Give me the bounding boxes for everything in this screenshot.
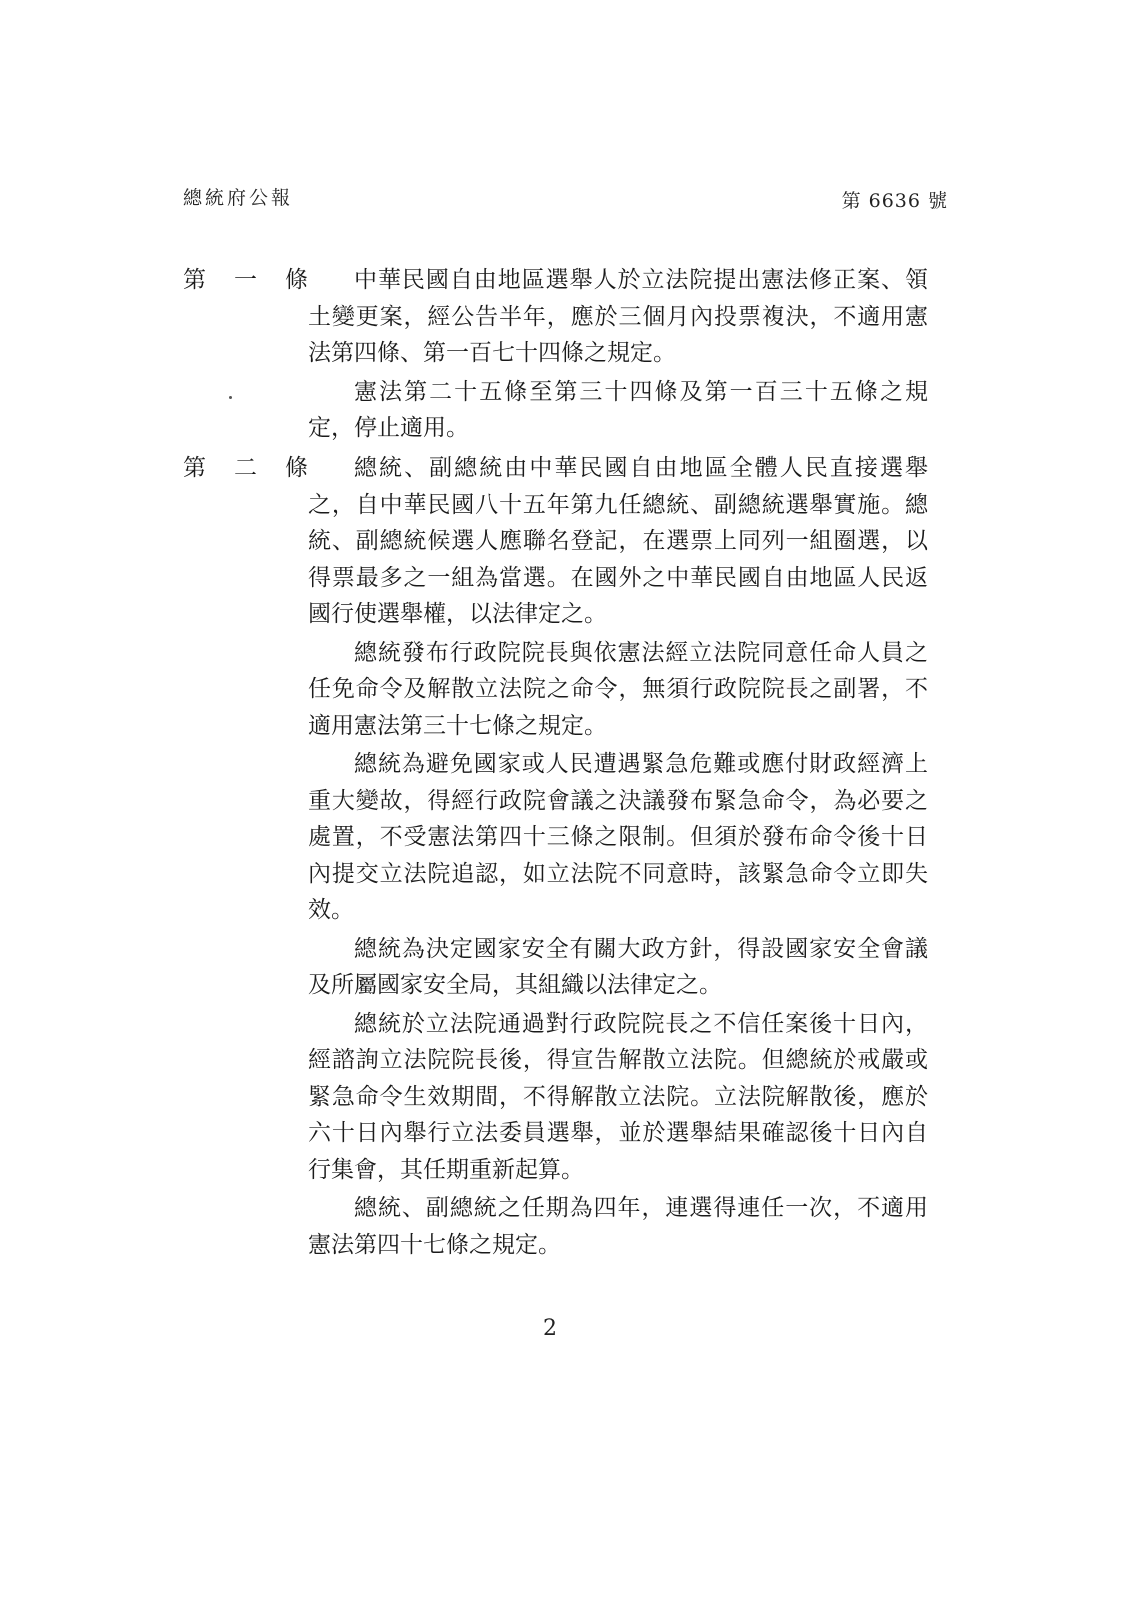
article-2-paragraph-5: 總統於立法院通過對行政院院長之不信任案後十日內，經諮詢立法院院長後，得宣告解散立法院。但總統於戒嚴或緊急命令生效期間，不得解散立法院。立法院解散後，應於六十日內舉行立法委員選舉，並於選舉結果確認後十日內自行集會，其任期重新起算。 [308, 1010, 928, 1183]
article-2-body [308, 450, 928, 1265]
article-2-label [183, 450, 308, 487]
article-1-label-part-2: 一 [234, 267, 257, 293]
article-2-label-part-2: 二 [234, 455, 257, 481]
header-issue-number: 第 6636 號 [841, 190, 948, 212]
header-publication: 總統府公報 [183, 187, 294, 209]
article-1-paragraph-1: 中華民國自由地區選舉人於立法院提出憲法修正案、領土變更案，經公告半年，應於三個月內投票複決，不適用憲法第四條、第一百七十四條之規定。 [308, 267, 928, 366]
article-1-label-part-1: 第 [183, 267, 206, 293]
scan-speck [229, 396, 232, 399]
article-1-label [183, 262, 308, 299]
article-2-paragraph-6: 總統、副總統之任期為四年，連選得連任一次，不適用憲法第四十七條之規定。 [308, 1195, 928, 1258]
article-2-label-part-3: 條 [285, 455, 308, 481]
article-2-label-part-1: 第 [183, 455, 206, 481]
article-2-paragraph-1: 總統、副總統由中華民國自由地區全體人民直接選舉之，自中華民國八十五年第九任總統、副總統選舉實施。總統、副總統候選人應聯名登記，在選票上同列一組圈選，以得票最多之一組為當選。在國外之中華民國自由地區人民返國行使選舉權，以法律定之。 [308, 455, 928, 627]
article-1-body [308, 262, 928, 449]
article-1-paragraph-2: 憲法第二十五條至第三十四條及第一百三十五條之規定，停止適用。 [308, 378, 928, 441]
page-number: 2 [543, 1316, 557, 1341]
article-1-label-part-3: 條 [285, 267, 308, 293]
article-2-paragraph-3: 總統為避免國家或人民遭遇緊急危難或應付財政經濟上重大變故，得經行政院會議之決議發布緊急命令，為必要之處置，不受憲法第四十三條之限制。但須於發布命令後十日內提交立法院追認，如立法院不同意時，該緊急命令立即失效。 [308, 751, 928, 923]
article-2-paragraph-4: 總統為決定國家安全有關大政方針，得設國家安全會議及所屬國家安全局，其組織以法律定之。 [308, 935, 928, 998]
article-2-paragraph-2: 總統發布行政院院長與依憲法經立法院同意任命人員之任免命令及解散立法院之命令，無須行政院院長之副署，不適用憲法第三十七條之規定。 [308, 639, 928, 739]
